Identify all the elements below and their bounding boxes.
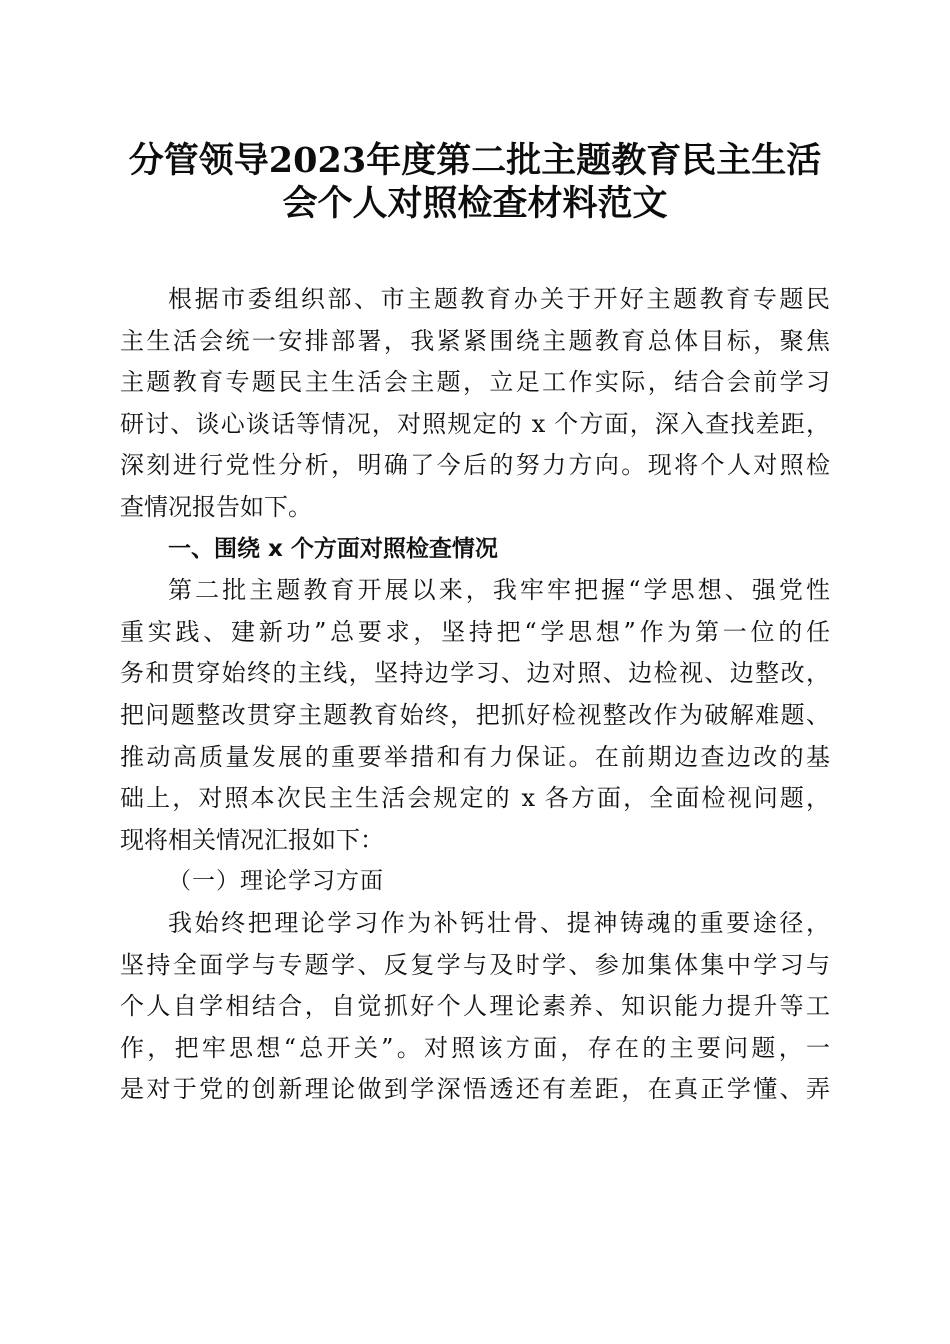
title-line-1: 分管领导2023年度第二批主题教育民主生活 [128, 140, 822, 181]
section-heading-1: 一、围绕 x 个方面对照检查情况 [168, 535, 498, 562]
paragraph-1-line: 根据市委组织部、市主题教育办关于开好主题教育专题民 [168, 285, 830, 313]
paragraph-3-line: 个人自学相结合，自觉抓好个人理论素养、知识能力提升等工 [120, 992, 830, 1021]
paragraph-3-line: 我始终把理论学习作为补钙壮骨、提神铸魂的重要途径， [168, 908, 830, 937]
paragraph-1-line: 深刻进行党性分析，明确了今后的努力方向。现将个人对照检 [120, 451, 830, 480]
paragraph-2-line: 重实践、建新功”总要求，坚持把“学思想”作为第一位的任 [120, 617, 830, 646]
paragraph-3-line: 坚持全面学与专题学、反复学与及时学、参加集体集中学习与 [120, 950, 830, 979]
paragraph-2-line: 推动高质量发展的重要举措和有力保证。在前期边查边改的基 [120, 742, 830, 771]
paragraph-1-line: 查情况报告如下。 [120, 492, 312, 521]
paragraph-2-line: 现将相关情况汇报如下： [120, 825, 384, 854]
document-title [120, 139, 830, 225]
paragraph-3-line: 是对于党的创新理论做到学深悟透还有差距，在真正学懂、弄 [120, 1075, 830, 1104]
paragraph-2-line: 务和贯穿始终的主线，坚持边学习、边对照、边检视、边整改， [120, 659, 830, 688]
paragraph-2-line: 把问题整改贯穿主题教育始终，把抓好检视整改作为破解难题、 [120, 700, 830, 729]
paragraph-1-line: 研讨、谈心谈话等情况，对照规定的 x 个方面，深入查找差距， [120, 409, 830, 438]
title-line-2: 会个人对照检查材料范文 [282, 183, 668, 224]
subsection-heading-1: （一）理论学习方面 [168, 868, 384, 895]
paragraph-3-line: 作，把牢思想“总开关”。对照该方面，存在的主要问题，一 [120, 1033, 830, 1062]
paragraph-1-line: 主题教育专题民主生活会主题，立足工作实际，结合会前学习 [120, 368, 830, 397]
document-body [120, 279, 830, 1111]
paragraph-2-line: 础上，对照本次民主生活会规定的 x 各方面，全面检视问题， [120, 784, 830, 813]
paragraph-2-line: 第二批主题教育开展以来，我牢牢把握“学思想、强党性 [168, 576, 830, 605]
paragraph-1-line: 主生活会统一安排部署，我紧紧围绕主题教育总体目标，聚焦 [120, 326, 830, 355]
